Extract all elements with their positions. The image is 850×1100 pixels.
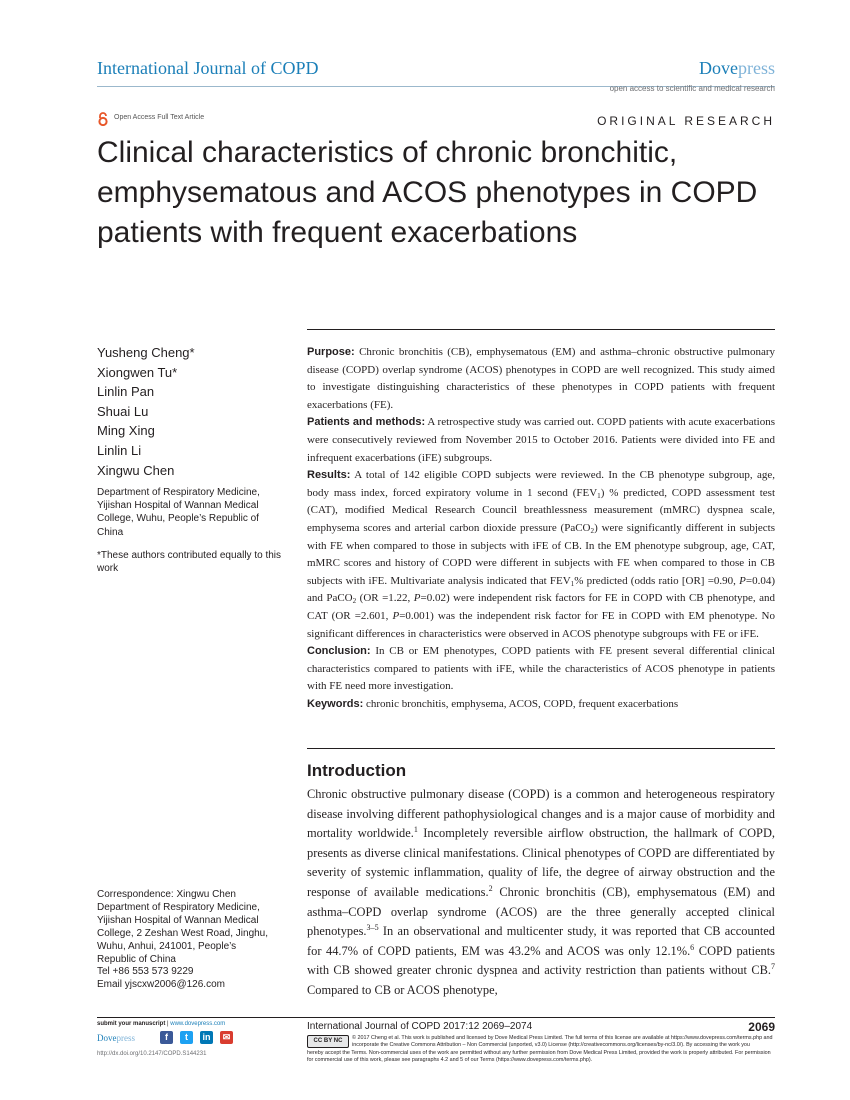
submit-manuscript-link[interactable]: submit your manuscript | www.dovepress.com: [97, 1021, 226, 1027]
abstract-conclusion: Conclusion: In CB or EM phenotypes, COPD patients with FE present several differential clinical characteristics compared to patients with iFE, while the characteristics of ACOS phenotype in patients with FE need more investigation.: [307, 645, 776, 693]
citation-ref[interactable]: 6: [690, 942, 695, 952]
citation-ref[interactable]: 1: [413, 825, 418, 835]
abstract: [307, 344, 775, 713]
abstract-label: Keywords:: [307, 697, 364, 710]
affiliation: Department of Respiratory Medicine, Yijishan Hospital of Wannan Medical College, Wuhu, People’s Republic of China: [97, 487, 260, 538]
citation-ref[interactable]: 7: [770, 962, 775, 972]
publisher-logo: Dovepress: [699, 58, 775, 78]
article-title: Clinical characteristics of chronic bronchitic, emphysematous and ACOS phenotypes in COPD patients with frequent exacerbations: [97, 136, 758, 249]
facebook-icon[interactable]: f: [160, 1031, 173, 1044]
open-access-label: Open Access Full Text Article: [114, 114, 205, 121]
publisher-tagline: open access to scientific and medical research: [609, 84, 775, 93]
journal-citation: International Journal of COPD 2017:12 2069–2074: [307, 1021, 533, 1032]
open-access-icon: [97, 112, 109, 126]
correspondence-line: Department of Respiratory Medicine,: [97, 901, 260, 913]
section-heading: Introduction: [307, 761, 407, 780]
author: Xingwu Chen: [97, 462, 175, 478]
correspondence: [97, 889, 287, 992]
contribution-note: *These authors contributed equally to this work: [97, 550, 281, 575]
author: Xiongwen Tu*: [97, 364, 178, 380]
author-list: [97, 343, 195, 480]
correspondence-line: Republic of China: [97, 953, 176, 965]
license-text: © 2017 Cheng et al. This work is published and licensed by Dove Medical Press Limited. The full terms of this license are available at https://www.dovepress.com/terms.php and incorporate the Creative Commons Attribution – Non Commercial (unported, v3.0) License (http://creativecommons.org/licenses/by-nc/3.0/). By accessing the work you: [352, 1035, 773, 1049]
author: Shuai Lu: [97, 403, 149, 419]
abstract-purpose: Purpose: Chronic bronchitis (CB), emphysematous (EM) and asthma–chronic obstructive pulmonary disease (COPD) overlap syndrome (ACOS) phenotypes in COPD are well recognized. This study aimed to investigate distinguishing characteristics of these phenotypes in COPD patients with frequent exacerbations (FE).: [307, 346, 775, 411]
author: Yusheng Cheng*: [97, 345, 195, 360]
correspondence-line: College, 2 Zeshan West Road, Jinghu,: [97, 927, 269, 939]
author: Linlin Li: [97, 442, 142, 458]
correspondence-line: Wuhu, Anhui, 241001, People’s: [97, 940, 237, 952]
page-number: 2069: [748, 1020, 775, 1034]
abstract-label: Patients and methods:: [307, 416, 426, 429]
doi-link[interactable]: http://dx.doi.org/10.2147/COPD.S144231: [97, 1051, 207, 1057]
email-icon[interactable]: ✉: [220, 1031, 233, 1044]
citation-ref[interactable]: 2: [488, 883, 493, 893]
abstract-label: Conclusion:: [307, 645, 371, 658]
license-text: hereby accept the Terms. Non-commercial uses of the work are permitted without any further permission from Dove Medical Press Limited, provided the work is properly attributed. For permission for commercial use of this work, please see paragraphs 4.2 and 5 of our Terms (https://www.dovepress.com/terms.php).: [307, 1050, 771, 1064]
abstract-rule-bottom: [307, 748, 775, 749]
correspondence-line: Yijishan Hospital of Wannan Medical: [97, 914, 259, 926]
author: Ming Xing: [97, 423, 155, 439]
abstract-keywords: Keywords: chronic bronchitis, emphysema, ACOS, COPD, frequent exacerbations: [307, 697, 679, 710]
correspondence-email[interactable]: Email yjscxw2006@126.com: [97, 979, 225, 991]
abstract-label: Purpose:: [307, 346, 355, 358]
footer-rule: [97, 1017, 775, 1018]
abstract-results: Results: A total of 142 eligible COPD subjects were reviewed. In the CB phenotype subgroup, age, body mass index, forced expiratory volume in 1 second $(FEV_1)$ % predicted, COPD assessment test (CAT), modified Medical Research Council breathlessness measurement (mMRC) dyspnea scale, emphysema scores and arterial carbon dioxide pressure (PaCO$_2$) were significantly different in subjects with FE when compared to those in subjects with iFE of CB. In the EM phenotype subgroup, age, CAT, mMRC scores and history of COPD were different in subjects with FE when compared to those in CB subjects with iFE. Multivariate analysis indicated that $FEV_1\%$ predicted (odds ratio [OR] =0.90, P=0.04) and PaCO$_2$ (OR =1.22, P=0.02) were independent risk factors for FE in COPD with CB phenotype, and CAT (OR =2.601, P=0.001) was the independent risk factor for FE in COPD with EM phenotype. No significant differences in characteristics were observed in ACOS phenotype subgroups with FE or iFE.: [307, 469, 775, 640]
abstract-methods: Patients and methods: A retrospective study was carried out. COPD patients with acute exacerbations were consecutively reviewed from November 2015 to October 2016. Patients were divided into FE and infrequent exacerbations (iFE) subgroups.: [307, 416, 775, 464]
citation-ref[interactable]: 3–5: [366, 923, 379, 933]
footer-publisher-logo: Dovepress: [97, 1033, 135, 1043]
correspondence-line: Correspondence: Xingwu Chen: [97, 889, 236, 900]
correspondence-line: Tel +86 553 573 9229: [97, 966, 194, 978]
creative-commons-icon: CC BY NC: [307, 1035, 349, 1048]
abstract-rule-top: [307, 329, 775, 330]
journal-name: International Journal of COPD: [97, 58, 319, 78]
social-links: [160, 1031, 233, 1044]
article-type: ORIGINAL RESEARCH: [597, 114, 775, 128]
author: Linlin Pan: [97, 384, 155, 400]
abstract-label: Results:: [307, 469, 351, 482]
twitter-icon[interactable]: t: [180, 1031, 193, 1044]
introduction-text: Chronic obstructive pulmonary disease (COPD) is a common and heterogeneous respiratory disease involving different pathophysiological changes and is a major cause of morbidity and mortality worldwide.$^1$ Incompletely reversible airflow obstruction, the hallmark of COPD, presents as diverse clinical manifestations. Clinical phenotypes of COPD are differentiated by severity of systemic inflammation, quality of life, the degree of airway obstruction and the response of available medications.$^2$ Chronic bronchitis (CB), emphysematous (EM) and asthma–COPD overlap syndrome (ACOS) are the three generally accepted clinical phenotypes.$^{3-5}$ In an observational and multicenter study, it was reported that CB accounted for 44.7% of COPD patients, EM was 43.2% and ACOS was only 12.1%.$^6$ COPD patients with CB showed greater chronic dyspnea and activity restriction than patients without CB.$^7$ Compared to CB or ACOS phenotype,: [307, 787, 775, 997]
linkedin-icon[interactable]: in: [200, 1031, 213, 1044]
